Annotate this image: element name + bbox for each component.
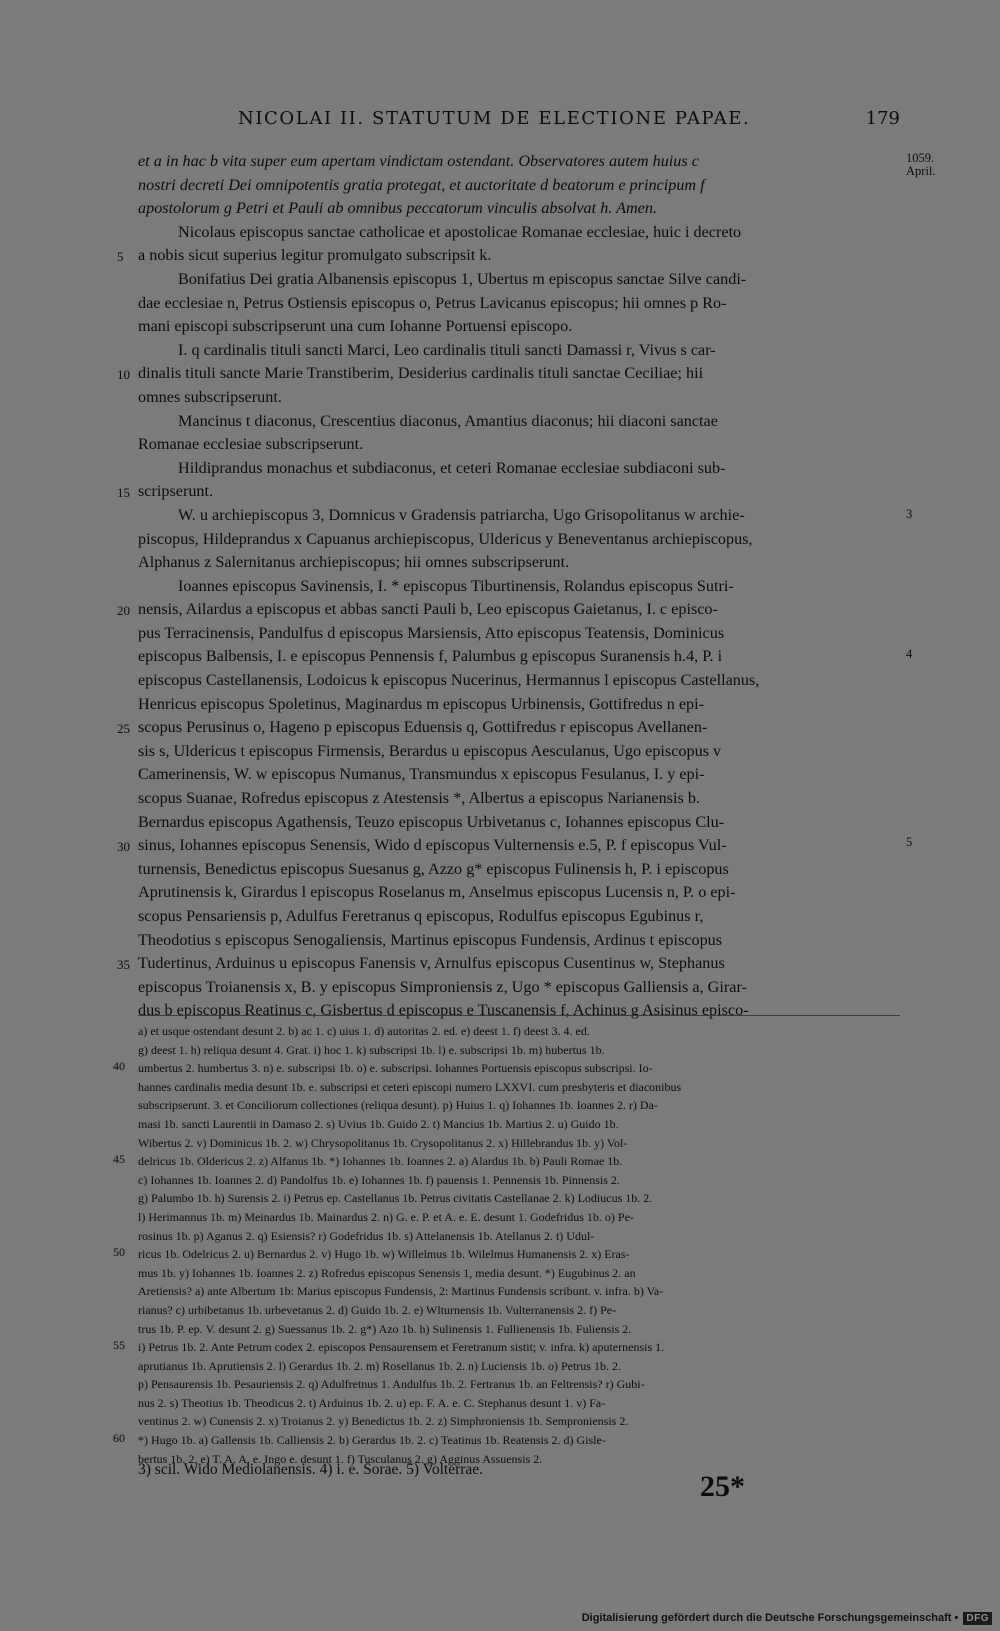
footnote-line: ricus 1b. Odelricus 2. u) Bernardus 2. v) Hugo 1b. w) Willelmus 1b. Wilelmus Humanensis 2. x) Eras- (138, 1247, 630, 1262)
text-line: omnes subscripserunt. (138, 387, 282, 406)
text-line: Camerinensis, W. w episcopus Numanus, Transmundus x episcopus Fesulanus, I. y epi- (138, 765, 705, 784)
text-line: W. u archiepiscopus 3, Domnicus v Gradensis patriarcha, Ugo Grisopolitanus w archie- (178, 505, 745, 524)
text-line: a nobis sicut superius legitur promulgato subscripsit k. (138, 246, 492, 265)
footnote-line: delricus 1b. Oldericus 2. z) Alfanus 1b. *) Iohannes 1b. Ioannes 2. a) Alardus 1b. b) Pauli Romae 1b. (138, 1154, 623, 1169)
text-line: apostolorum g Petri et Pauli ab omnibus peccatorum vinculis absolvat h. Amen. (138, 199, 657, 218)
text-line: et a in hac b vita super eum apertam vindictam ostendant. Observatores autem huius c (138, 152, 699, 170)
margin-ref: 3 (906, 507, 913, 521)
footnote-line-number: 50 (113, 1245, 125, 1259)
text-line: Ioannes episcopus Savinensis, I. * episcopus Tiburtinensis, Rolandus episcopus Sutri- (178, 576, 734, 595)
dfg-logo: DFG (963, 1612, 992, 1625)
line-number: 10 (117, 367, 130, 382)
footnote-line: trus 1b. P. ep. V. desunt 2. g) Suessanus 1b. 2. g*) Azo 1b. h) Sulinensis 1. Fullienensis 1b. Fuliensis 2. (138, 1321, 632, 1336)
historical-notes: 3) scil. Wido Mediolanensis. 4) i. e. Sorae. 5) Volterrae. (138, 1461, 484, 1478)
text-line: Tudertinus, Arduinus u episcopus Fanensis v, Arnulfus episcopus Cusentinus w, Stephanus (138, 954, 725, 973)
text-line: Alphanus z Salernitanus archiepiscopus; hii omnes subscripserunt. (138, 553, 570, 572)
text-line: Hildiprandus monachus et subdiaconus, et ceteri Romanae ecclesiae subdiaconi sub- (178, 458, 726, 477)
text-line: sinus, Iohannes episcopus Senensis, Wido d episcopus Vulternensis e.5, P. f episcopus Vul- (138, 836, 727, 855)
line-number: 35 (117, 957, 130, 972)
text-line: scopus Pensariensis p, Adulfus Feretranus q episcopus, Rodulfus episcopus Egubinus r, (138, 907, 704, 925)
footnote-line: subscripserunt. 3. et Conciliorum collectiones (reliqua desunt). p) Huius 1. q) Iohannes 1b. Ioannes 2. r) Da- (138, 1098, 658, 1113)
text-line: Bonifatius Dei gratia Albanensis episcopus 1, Ubertus m episcopus sanctae Silve candi- (178, 269, 747, 288)
footnote-line-number: 60 (113, 1431, 125, 1445)
footnote-line: rianus? c) urbibetanus 1b. urbevetanus 2. d) Guido 1b. 2. e) Wlturnensis 1b. Vulterranensis 2. f) Pe- (138, 1302, 617, 1317)
line-number: 15 (117, 485, 130, 500)
footnote-line: nus 2. s) Theotius 1b. Theodicus 2. t) Arduinus 1b. 2. u) ep. F. A. e. C. Stephanus desunt 1. v) Fa- (138, 1395, 606, 1410)
footnote-line: Wibertus 2. v) Dominicus 1b. 2. w) Chrysopolitanus 1b. Crysopolitanus 2. x) Hillebrandus 1b. y) Vol- (138, 1135, 628, 1150)
text-line: Bernardus episcopus Agathensis, Teuzo episcopus Urbivetanus c, Iohannes episcopus Clu- (138, 812, 725, 831)
line-number: 25 (117, 721, 130, 736)
text-line: Romanae ecclesiae subscripserunt. (138, 435, 364, 454)
text-line: scopus Perusinus o, Hageno p episcopus Eduensis q, Gottifredus r episcopus Avellanen- (138, 718, 708, 737)
digitization-footer (582, 1608, 992, 1628)
line-number: 5 (117, 249, 124, 264)
footnotes (138, 1022, 900, 1468)
running-title: NICOLAI II. STATUTUM DE ELECTIONE PAPAE. (238, 108, 751, 129)
text-line: episcopus Balbensis, I. e episcopus Pennensis f, Palumbus g episcopus Suranensis h.4, P. i (138, 647, 723, 666)
text-line: Mancinus t diaconus, Crescentius diaconus, Amantius diaconus; hii diaconi sanctae (178, 411, 718, 430)
text-line: Aprutinensis k, Girardus l episcopus Roselanus m, Anselmus episcopus Lucensis n, P. o epi- (138, 883, 736, 902)
signature-mark: 25* (700, 1470, 745, 1503)
footnote-line: aprutianus 1b. Aprutiensis 2. l) Gerardus 1b. 2. m) Rosellanus 1b. 2. n) Luciensis 1b. o) Petrus 1b. 2. (138, 1358, 621, 1373)
text-line: episcopus Troianensis x, B. y episcopus Simproniensis z, Ugo * episcopus Galliensis a, Girar- (138, 977, 747, 996)
text-line: dae ecclesiae n, Petrus Ostiensis episcopus o, Petrus Lavicanus episcopus; hii omnes p Ro- (138, 293, 727, 312)
text-line: sis s, Uldericus t episcopus Firmensis, Berardus u episcopus Aesculanus, Ugo episcopus v (138, 741, 722, 760)
text-line: Nicolaus episcopus sanctae catholicae et apostolicae Romanae ecclesiae, huic i decreto (178, 222, 742, 241)
footnote-line: rosinus 1b. p) Aganus 2. q) Esiensis? r) Godefridus 1b. s) Attelanensis 1b. Atellanus 2. t) Udul- (138, 1228, 595, 1243)
footnote-line: g) deest 1. h) reliqua desunt 4. Grat. i) hoc 1. k) subscripsi 1b. l) e. subscripsi 1b. m) hubertus 1b. (138, 1042, 605, 1057)
footnote-line: Aretiensis? a) ante Albertum 1b: Marius episcopus Fundensis, 2: Martinus Fundensis scribunt. v. infra. b) Va- (138, 1284, 664, 1299)
text-line: I. q cardinalis tituli sancti Marci, Leo cardinalis tituli sancti Damassi r, Vivus s car- (178, 340, 716, 359)
footnote-line: ventinus 2. w) Cunensis 2. x) Troianus 2. y) Benedictus 1b. 2. z) Simphroniensis 1b. Semproniensis 2. (138, 1414, 629, 1429)
text-line: dinalis tituli sancte Marie Transtiberim, Desiderius cardinalis tituli sanctae Ceciliae; hii (138, 364, 704, 383)
text-line: Henricus episcopus Spoletinus, Maginardus m episcopus Urbinensis, Gottifredus n epi- (138, 694, 705, 713)
text-line: scopus Suanae, Rofredus episcopus z Atestensis *, Albertus a episcopus Narianensis b. (138, 789, 700, 808)
footnote-line: umbertus 2. humbertus 3. n) e. subscripsi 1b. o) e. subscripsi. Iohannes Portuensis episcopus subscripsi. Io- (138, 1061, 653, 1076)
text-line: nensis, Ailardus a episcopus et abbas sancti Pauli b, Leo episcopus Gaietanus, I. c episco- (138, 600, 718, 619)
text-line: mani episcopi subscripserunt una cum Iohanne Portuensi episcopo. (138, 317, 573, 336)
footnote-line: *) Hugo 1b. a) Gallensis 1b. Calliensis 2. b) Gerardus 1b. 2. c) Teatinus 1b. Reatensis 2. d) Gisle- (138, 1433, 606, 1448)
footnote-line-number: 45 (113, 1152, 125, 1166)
footnote-line: masi 1b. sancti Laurentii in Damaso 2. s) Uvius 1b. Guido 2. t) Mancius 1b. Martius 2. u) Guido 1b. (138, 1116, 619, 1131)
footnote-line: l) Herimannus 1b. m) Meinardus 1b. Mainardus 2. n) G. e. P. et A. e. E. desunt 1. Godefridus 1b. o) Pe- (138, 1209, 634, 1224)
text-line: episcopus Castellanensis, Lodoicus k episcopus Nucerinus, Hermannus l episcopus Castellanus, (138, 671, 760, 690)
text-line: scripserunt. (138, 482, 214, 501)
footnote-line: mus 1b. y) Iohannes 1b. Ioannes 2. z) Rofredus episcopus Senensis 1, media desunt. *) Eugubinus 2. an (138, 1265, 636, 1280)
text-line: pus Terracinensis, Pandulfus d episcopus Marsiensis, Atto episcopus Teatensis, Dominicus (138, 623, 725, 642)
text-line: turnensis, Benedictus episcopus Suesanus g, Azzo g* episcopus Fulinensis h, P. i episcopus (138, 859, 729, 878)
text-line: nostri decreti Dei omnipotentis gratia protegat, et auctoritate d beatorum e principum f (138, 175, 705, 194)
line-number: 30 (117, 839, 130, 854)
text-line: dus b episcopus Reatinus c, Gisbertus d episcopus e Tuscanensis f, Achinus g Asisinus episco- (138, 1001, 749, 1020)
funding-credit: Digitalisierung gefördert durch die Deutsche Forschungsgemeinschaft • (581, 1612, 959, 1624)
footnote-line: g) Palumbo 1b. h) Surensis 2. i) Petrus ep. Castellanus 1b. Petrus civitatis Castellanae 2. k) Lodiucus 1b. 2. (138, 1191, 653, 1206)
page-number: 179 (865, 108, 900, 129)
margin-ref: 5 (906, 835, 913, 849)
footnote-rule (138, 1015, 900, 1016)
footnote-line: hannes cardinalis media desunt 1b. e. subscripsi et ceteri episcopi numero LXXVI. cum presbyteris et diaconibus (138, 1079, 682, 1094)
text-line: Theodotius s episcopus Senogaliensis, Martinus episcopus Fundensis, Ardinus t episcopus (138, 930, 723, 949)
main-text (138, 150, 900, 1023)
running-header (138, 108, 900, 132)
line-number: 20 (117, 603, 130, 618)
margin-date-month: April. (906, 164, 936, 178)
footnote-line-number: 40 (113, 1059, 125, 1073)
footnote-line: c) Iohannes 1b. Ioannes 2. d) Pandolfus 1b. e) Iohannes 1b. f) pauensis 1. Pennensis 1b. Pinnensis 2. (138, 1172, 620, 1187)
footnote-line: bertus 1b. 2. e) T. A. A. e. Ingo e. desunt 1. f) Tusculanus 2. g) Agginus Assuensis 2. (138, 1451, 543, 1466)
margin-ref: 4 (906, 647, 913, 661)
footnote-line: i) Petrus 1b. 2. Ante Petrum codex 2. episcopos Pensaurensem et Feretranum sistit; v. infra. k) aputernensis 1. (138, 1340, 665, 1355)
margin-date-year: 1059. (906, 151, 935, 165)
footnote-line: p) Pensaurensis 1b. Pesauriensis 2. q) Adulfretnus 1. Andulfus 1b. 2. Fertranus 1b. an Feltrensis? r) Gubi- (138, 1377, 645, 1392)
footnote-line: a) et usque ostendant desunt 2. b) ac 1. c) uius 1. d) autoritas 2. ed. e) deest 1. f) deest 3. 4. ed. (138, 1024, 590, 1038)
footnote-line-number: 55 (113, 1338, 125, 1352)
text-line: piscopus, Hildeprandus x Capuanus archiepiscopus, Uldericus y Beneventanus archiepiscopus, (138, 529, 753, 548)
